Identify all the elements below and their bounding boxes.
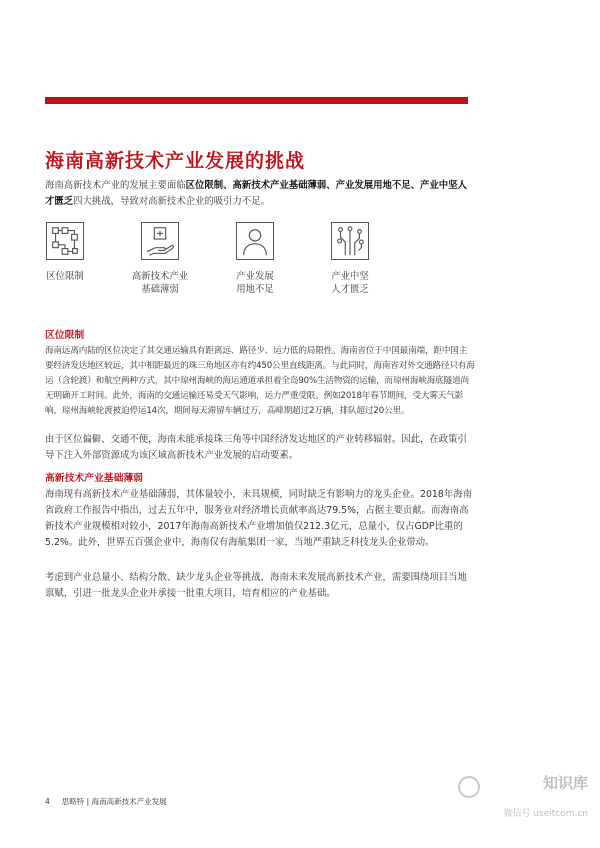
top-rule (45, 97, 468, 104)
icon-label: 区位限制 (46, 271, 84, 282)
watermark (448, 770, 588, 840)
person-icon (236, 222, 274, 260)
icon-label: 产业中坚 人才匮乏 (331, 271, 369, 295)
challenge-talent (310, 222, 390, 296)
watermark-logo-icon (458, 776, 480, 798)
watermark-logo-text: 知识库 (542, 774, 588, 792)
icon-label: 高新技术产业 基础薄弱 (131, 271, 189, 295)
challenge-icons (45, 222, 385, 314)
footer-text: 思略特 | 海南高新技术产业发展 (61, 797, 167, 806)
industry-paragraph-1: 海南现有高新技术产业基础薄弱，其体量较小，未具规模，同时缺乏有影响力的龙头企业。2018年海南省政府工作报告中指出，过去五年中，服务业对经济增长贡献率高达79.5%，占据主要贡献。而海南高新技术产业规模相对较小，2017年海南高新技术产业增加值仅212.3亿元，总量小，仅占GDP比重的5.2%。此外，世界五百强企业中，海南仅有海航集团一家，当地严重缺乏科技龙头企业带动。 (45, 489, 472, 548)
icon-label: 产业发展 用地不足 (236, 271, 274, 295)
intro-paragraph (45, 178, 475, 210)
page-number: 4 (45, 797, 50, 806)
intro-text-bold: 区位限制、高新技术产业基础薄弱、产业发展用地不足、产业中坚人才匮乏 (45, 180, 467, 207)
challenge-location (25, 222, 105, 283)
location-paragraph-1: 海南远离内陆的区位决定了其交通运输具有距离远、路径少、运力低的局限性。海南省位于中国最南端，距中国主要经济发达地区较远，其中相距最近的珠三角地区亦有约450公里直线距离。与此同时，海南省对外交通路径只有海运（含轮渡）和航空两种方式，其中琼州海峡的海运通道承担着全岛90%生活物资的运输，而琼州海峡海底隧道尚无明确开工时间。此外，海南的交通运输还易受天气影响，运力严重受限。例如2018年春节期间，受大雾天气影响，琼州海峡轮渡被迫停运14次，期间每天滞留车辆过万，高峰期超过2万辆，排队超过20公里。 (45, 346, 475, 416)
industry-paragraph-2: 考虑到产业总量小、结构分散、缺少龙头企业等挑战，海南未来发展高新技术产业，需要围绕项目当地禀赋，引进一批龙头企业并承接一批重大项目，培育相应的产业基础。 (45, 572, 467, 599)
intro-text-lead: 海南高新技术产业的发展主要面临 (45, 180, 186, 191)
challenge-industry-base (120, 222, 200, 296)
section-heading-industry: 高新技术产业基础薄弱 (45, 473, 143, 484)
network-icon (46, 222, 84, 260)
section-heading-location: 区位限制 (45, 330, 85, 341)
watermark-url: 微信号 useitcom.cn (503, 809, 588, 819)
page-title: 海南高新技术产业发展的挑战 (45, 150, 306, 172)
hand-plus-icon (141, 222, 179, 260)
challenge-land (215, 222, 295, 296)
circuit-icon (331, 222, 369, 260)
intro-text-tail: 四大挑战，导致对高新技术企业的吸引力不足。 (73, 196, 271, 207)
page-footer (45, 796, 167, 807)
location-paragraph-2: 由于区位偏僻、交通不便，海南未能承接珠三角等中国经济发达地区的产业转移辐射。因此，在政策引导下注入外部资源成为该区域高新技术产业发展的启动要素。 (45, 434, 467, 461)
